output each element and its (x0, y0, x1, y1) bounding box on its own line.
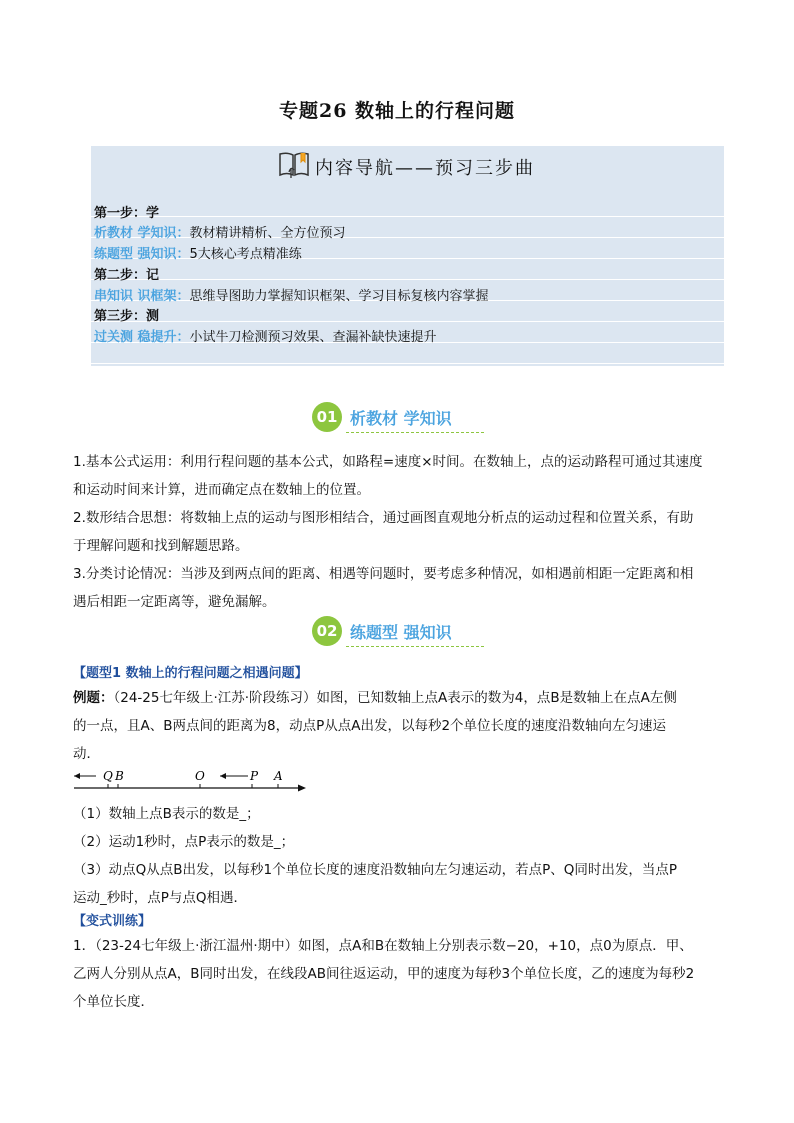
variant-block (73, 932, 723, 1016)
nav-step3: 第三步：测 (94, 309, 160, 324)
nav-row (91, 343, 724, 364)
section-underline (346, 432, 484, 433)
example-label: 例题： (73, 690, 114, 706)
variant-line: 乙两人分别从点A，B同时出发，在线段AB间往返运动，甲的速度为每秒3个单位长度，乙的速度为每秒2 (73, 966, 695, 982)
nav-header-text: 内容导航——预习三步曲 (315, 158, 535, 179)
nav-row-label: 析教材 学知识： (94, 226, 190, 241)
p-arrow-head (220, 773, 226, 779)
example-line: 动． (73, 746, 100, 762)
label-o: O (195, 769, 205, 783)
section-heading-2 (312, 616, 452, 646)
label-b: B (115, 769, 124, 783)
nav-row-label: 练题型 强知识： (94, 247, 190, 262)
question-line: 运动_秒时，点P与点Q相遇． (73, 890, 248, 906)
label-q: Q (103, 769, 113, 783)
nav-row-2 (94, 243, 302, 262)
knowledge-line: 3.分类讨论情况：当涉及到两点间的距离、相遇等问题时，要考虑多种情况，如相遇前相距一定距离和相 (73, 566, 694, 582)
question-line: （3）动点Q从点B出发，以每秒1个单位长度的速度沿数轴向左匀速运动，若点P、Q同时出发，当点P (73, 862, 677, 878)
section-underline (346, 646, 484, 647)
nav-row-text: 小试牛刀检测预习效果、查漏补缺快速提升 (189, 330, 437, 345)
knowledge-line: 1.基本公式运用：利用行程问题的基本公式，如路程=速度×时间。在数轴上，点的运动路程可通过其速度 (73, 454, 703, 470)
knowledge-list (73, 448, 723, 616)
nav-row-text: 教材精讲精析、全方位预习 (189, 226, 346, 241)
variant-title: 【变式训练】 (73, 914, 152, 929)
number-line-figure (70, 766, 310, 796)
example-line: 的一点，且A、B两点间的距离为8，动点P从点A出发，以每秒2个单位长度的速度沿数轴向左匀速运 (73, 718, 667, 734)
nav-row-label: 串知识 识框架： (94, 289, 190, 304)
nav-row (91, 196, 724, 217)
nav-row (91, 301, 724, 322)
nav-step1: 第一步：学 (94, 206, 160, 221)
nav-row (91, 259, 724, 280)
label-p: P (250, 769, 259, 783)
page-title: 专题26 数轴上的行程问题 (278, 100, 516, 122)
nav-row-text: 思维导图助力掌握知识框架、学习目标复核内容掌握 (189, 289, 489, 304)
nav-row-4 (94, 326, 437, 345)
section-number-badge: 01 (312, 402, 342, 432)
knowledge-line: 遇后相距一定距离等，避免漏解。 (73, 594, 276, 610)
nav-row-1 (94, 222, 346, 241)
section-number-badge: 02 (312, 616, 342, 646)
question-line: （2）运动1秒时，点P表示的数是_； (73, 834, 295, 850)
example-block (73, 684, 723, 768)
label-a: A (274, 769, 283, 783)
axis-arrowhead (298, 785, 306, 792)
variant-line: 个单位长度． (73, 994, 154, 1010)
section-heading-1 (312, 402, 452, 432)
nav-row-3 (94, 285, 489, 304)
section-title: 析教材 学知识 (350, 408, 452, 428)
nav-row-text: 5大核心考点精准练 (189, 247, 302, 262)
book-icon (277, 150, 311, 184)
nav-header (277, 150, 535, 184)
knowledge-line: 和运动时间来计算，进而确定点在数轴上的位置。 (73, 482, 370, 498)
question-line: （1）数轴上点B表示的数是_； (73, 806, 260, 822)
nav-step2: 第二步：记 (94, 268, 160, 283)
variant-line: 1．（23-24七年级上·浙江温州·期中）如图，点A和B在数轴上分别表示数−20，+10，点0为原点．甲、 (73, 938, 693, 954)
knowledge-line: 于理解问题和找到解题思路。 (73, 538, 249, 554)
knowledge-line: 2.数形结合思想：将数轴上点的运动与图形相结合，通过画图直观地分析点的运动过程和位置关系，有助 (73, 510, 694, 526)
example-line: 例题：（24-25七年级上·江苏·阶段练习）如图，已知数轴上点A表示的数为4，点B是数轴上在点A左侧 (73, 690, 677, 706)
question-list (73, 800, 723, 912)
nav-row-label: 过关测 稳提升： (94, 330, 190, 345)
section-title: 练题型 强知识 (350, 622, 452, 642)
q-arrow-head (74, 773, 80, 779)
type1-title: 【题型1 数轴上的行程问题之相遇问题】 (73, 666, 308, 681)
